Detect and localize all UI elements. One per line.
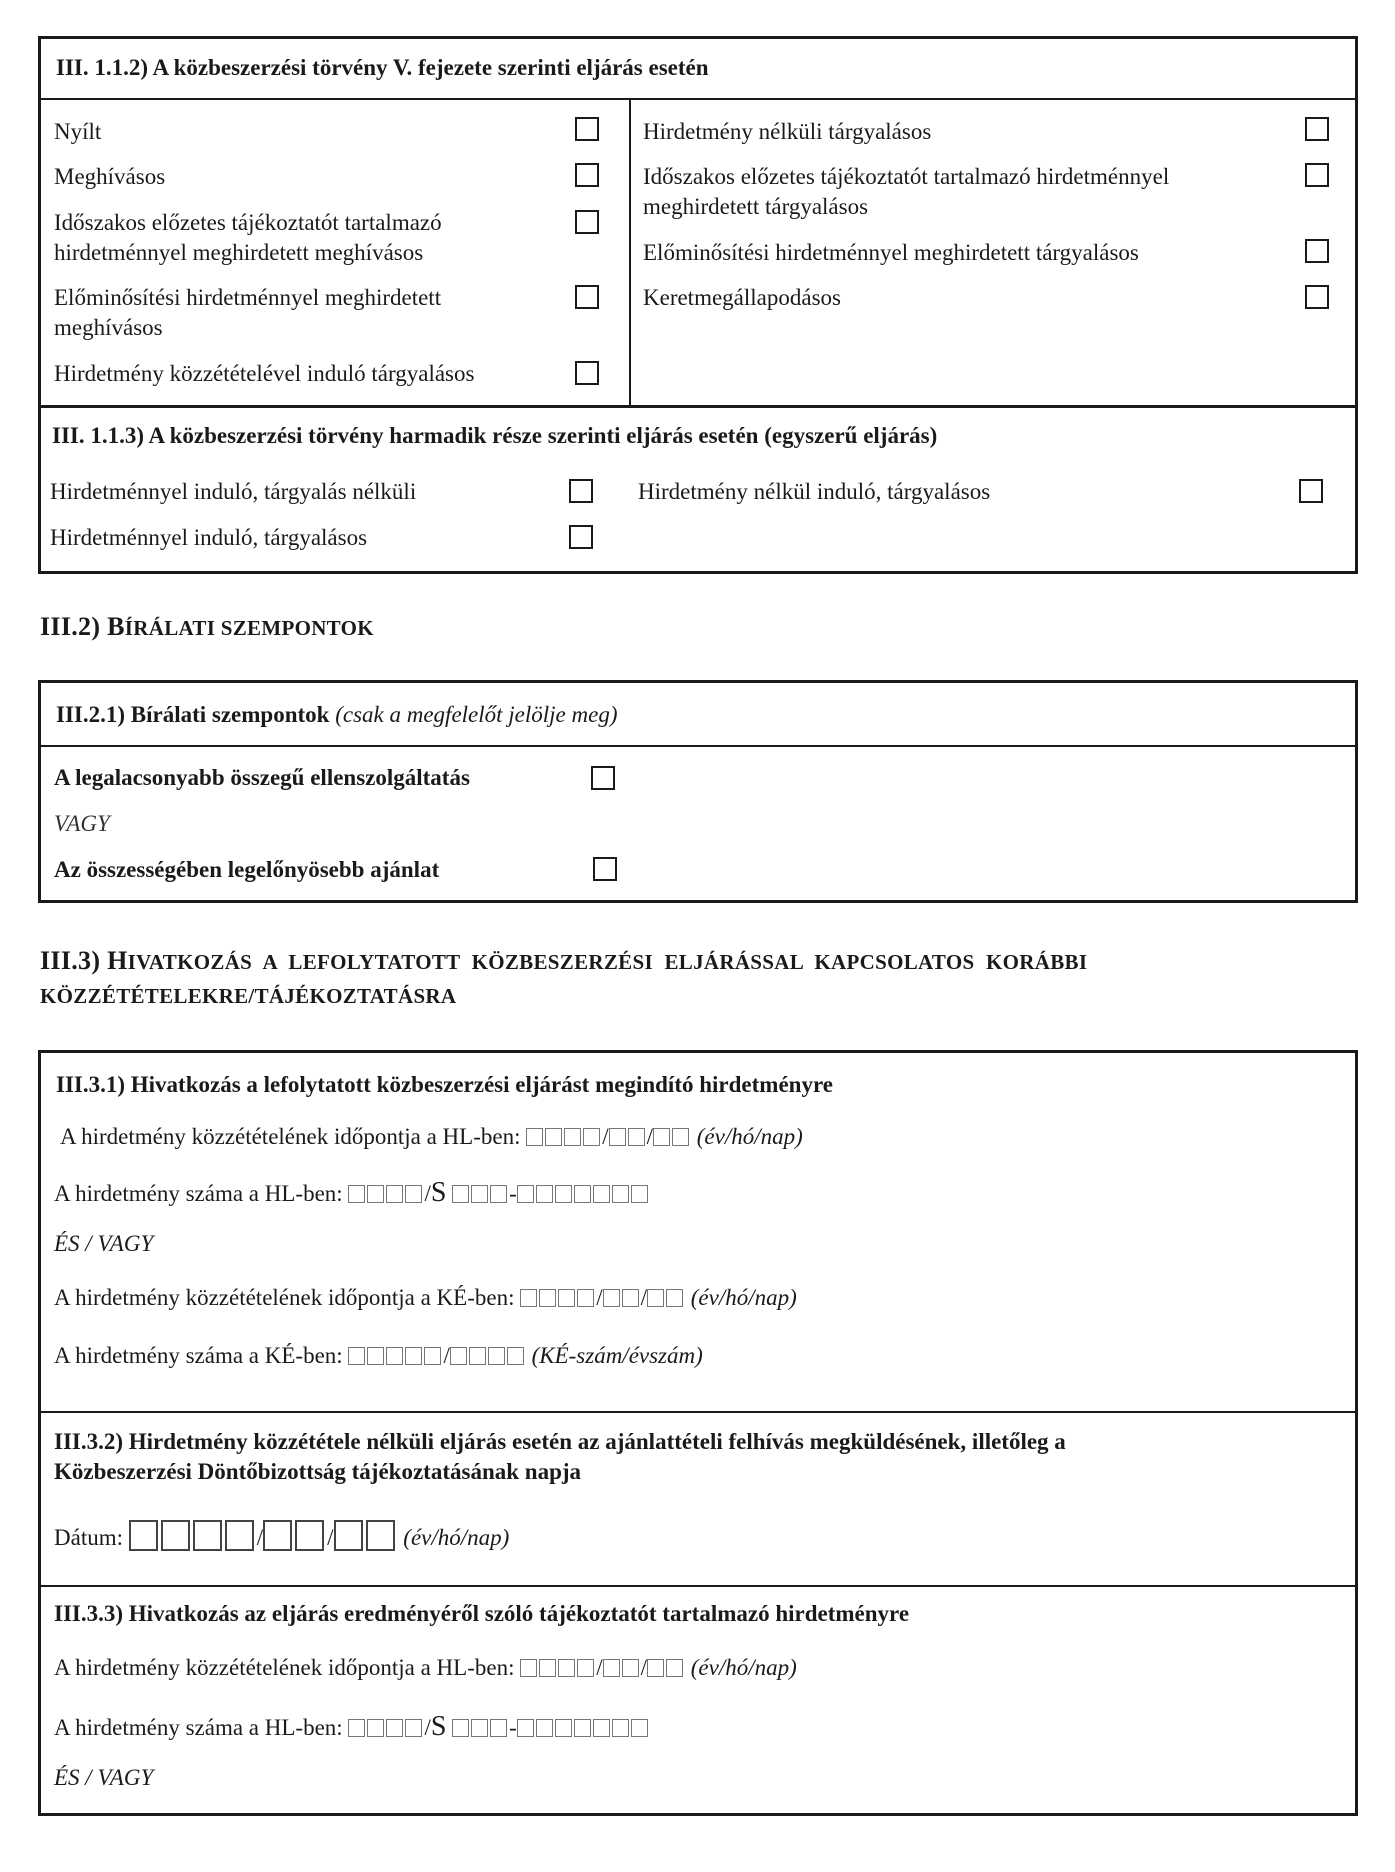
slash: / xyxy=(424,1715,431,1740)
field-label: A hirdetmény közzétételének időpontja a HL-ben: xyxy=(54,1655,515,1680)
date-input-year[interactable] xyxy=(129,1525,257,1550)
date-input-year[interactable] xyxy=(526,1124,602,1149)
date-label: Dátum: xyxy=(54,1525,123,1550)
heading-initial: B xyxy=(107,612,125,641)
checkbox-simple-without-notice[interactable] xyxy=(1299,479,1323,503)
date-format-hint: (év/hó/nap) xyxy=(403,1525,510,1550)
slash: / xyxy=(640,1655,648,1680)
date-row xyxy=(54,1520,509,1553)
section-title-321 xyxy=(56,702,617,728)
ke-year-input[interactable] xyxy=(450,1343,526,1368)
date-input-month[interactable] xyxy=(609,1124,647,1149)
option-label: Nyílt xyxy=(54,119,102,144)
title-note: (csak a megfelelőt jelölje meg) xyxy=(335,702,618,727)
heading-initial: H xyxy=(107,946,128,975)
slash: / xyxy=(640,1285,648,1310)
checkbox-restricted[interactable] xyxy=(575,163,599,187)
slash: / xyxy=(596,1285,603,1310)
dash: - xyxy=(509,1715,517,1740)
hl-number-row xyxy=(54,1178,650,1209)
hl-number-year-input[interactable] xyxy=(348,1181,424,1206)
date-format-hint: (év/hó/nap) xyxy=(690,1285,797,1310)
checkbox-open[interactable] xyxy=(575,117,599,141)
option-label: meghívásos xyxy=(54,315,163,340)
slash: / xyxy=(256,1525,264,1550)
field-label: A hirdetmény közzétételének időpontja a KÉ-ben: xyxy=(54,1285,515,1310)
field-label: A hirdetmény száma a HL-ben: xyxy=(54,1715,343,1740)
and-or-text: ÉS / VAGY xyxy=(54,1231,154,1256)
date-input-month[interactable] xyxy=(603,1285,641,1310)
section-heading-references-line2: KÖZZÉTÉTELEKRE/TÁJÉKOZTATÁSRA xyxy=(40,984,457,1008)
checkbox-negotiated-with-notice[interactable] xyxy=(575,361,599,385)
hl-number-series-input[interactable] xyxy=(452,1715,509,1740)
divider xyxy=(629,98,631,406)
hl-number-year-input[interactable] xyxy=(348,1715,424,1740)
ke-number-row xyxy=(54,1341,703,1371)
and-or-text: ÉS / VAGY xyxy=(54,1765,154,1790)
option-lowest-price-label: A legalacsonyabb összegű ellenszolgáltatás xyxy=(54,765,470,790)
field-label: A hirdetmény száma a HL-ben: xyxy=(54,1181,343,1206)
dash: - xyxy=(509,1181,517,1206)
hl-number-series-input[interactable] xyxy=(452,1181,509,1206)
date-input-day[interactable] xyxy=(334,1525,398,1550)
option-label: Keretmegállapodásos xyxy=(643,285,841,310)
slash: / xyxy=(646,1124,654,1149)
hl-number-row xyxy=(54,1712,650,1743)
date-format-hint: (év/hó/nap) xyxy=(696,1124,803,1149)
section-title-1112: III. 1.1.2) A közbeszerzési törvény V. fejezete szerinti eljárás esetén xyxy=(56,55,709,80)
option-label: Hirdetménnyel induló, tárgyalás nélküli xyxy=(50,479,417,504)
option-label: meghirdetett tárgyalásos xyxy=(643,194,869,219)
heading-rest: IVATKOZÁS A LEFOLYTATOTT KÖZBESZERZÉSI ELJÁRÁSSAL KAPCSOLATOS KORÁBBI xyxy=(127,950,1088,974)
option-label: Előminősítési hirdetménnyel meghirdetett tárgyalásos xyxy=(643,240,1139,265)
checkbox-simple-negotiated[interactable] xyxy=(569,525,593,549)
divider xyxy=(38,405,1358,408)
option-label: Hirdetmény nélkül induló, tárgyalásos xyxy=(638,479,991,504)
section-title-332-line2: Közbeszerzési Döntőbizottság tájékoztatásának napja xyxy=(54,1459,582,1484)
slash: / xyxy=(443,1343,450,1368)
date-input-day[interactable] xyxy=(647,1285,685,1310)
section-heading-award-criteria xyxy=(40,612,374,642)
hl-date-row xyxy=(60,1122,803,1152)
ke-date-row xyxy=(54,1283,797,1313)
date-input-month[interactable] xyxy=(263,1525,327,1550)
ke-format-hint: (KÉ-szám/évszám) xyxy=(531,1343,703,1368)
divider xyxy=(38,1585,1358,1587)
title-text: III.2.1) Bírálati szempontok xyxy=(56,702,330,727)
section-title-331: III.3.1) Hivatkozás a lefolytatott közbeszerzési eljárást megindító hirdetményre xyxy=(56,1072,833,1097)
option-label: Hirdetménnyel induló, tárgyalásos xyxy=(50,525,368,550)
date-input-year[interactable] xyxy=(520,1285,596,1310)
section-heading-references xyxy=(40,946,1340,976)
option-meat-label: Az összességében legelőnyösebb ajánlat xyxy=(54,857,440,882)
slash: / xyxy=(602,1124,609,1149)
hl-date-row xyxy=(54,1653,797,1683)
slash: / xyxy=(596,1655,603,1680)
slash: / xyxy=(327,1525,334,1550)
section-title-1113: III. 1.1.3) A közbeszerzési törvény harmadik része szerinti eljárás esetén (egyszerű eljárás) xyxy=(52,423,938,448)
slash: / xyxy=(424,1181,431,1206)
checkbox-framework[interactable] xyxy=(1305,285,1329,309)
option-label: Időszakos előzetes tájékoztatót tartalmazó hirdetménnyel xyxy=(643,164,1170,189)
field-label: A hirdetmény közzétételének időpontja a HL-ben: xyxy=(60,1124,521,1149)
date-format-hint: (év/hó/nap) xyxy=(690,1655,797,1680)
series-s: S xyxy=(430,1711,447,1742)
option-label: Hirdetmény nélküli tárgyalásos xyxy=(643,119,932,144)
ke-number-input[interactable] xyxy=(348,1343,443,1368)
section-number: III.3) xyxy=(40,946,101,975)
option-label: Időszakos előzetes tájékoztatót tartalmazó xyxy=(54,210,442,235)
option-label: Meghívásos xyxy=(54,164,166,189)
option-label: Hirdetmény közzétételével induló tárgyalásos xyxy=(54,361,475,386)
checkbox-prequal-negotiated[interactable] xyxy=(1305,239,1329,263)
date-input-day[interactable] xyxy=(653,1124,691,1149)
heading-rest: ÍRÁLATI SZEMPONTOK xyxy=(124,616,374,640)
date-input-year[interactable] xyxy=(520,1655,596,1680)
option-label: Előminősítési hirdetménnyel meghirdetett xyxy=(54,285,442,310)
section-title-332: III.3.2) Hirdetmény közzététele nélküli eljárás esetén az ajánlattételi felhívás megküldésének, illetőleg a xyxy=(54,1429,1066,1454)
divider xyxy=(38,1411,1358,1413)
checkbox-negotiated-without-notice[interactable] xyxy=(1305,117,1329,141)
date-input-month[interactable] xyxy=(603,1655,641,1680)
hl-number-serial-input[interactable] xyxy=(517,1715,650,1740)
field-label: A hirdetmény száma a KÉ-ben: xyxy=(54,1343,343,1368)
checkbox-pin-negotiated[interactable] xyxy=(1305,163,1329,187)
divider xyxy=(38,745,1358,747)
checkbox-simple-no-negotiation[interactable] xyxy=(569,479,593,503)
checkbox-pin-restricted[interactable] xyxy=(575,210,599,234)
divider xyxy=(38,98,1358,100)
or-text: VAGY xyxy=(54,811,110,836)
series-s: S xyxy=(430,1177,447,1208)
checkbox-prequal-restricted[interactable] xyxy=(575,285,599,309)
option-label: hirdetménnyel meghirdetett meghívásos xyxy=(54,240,424,265)
date-input-day[interactable] xyxy=(647,1655,685,1680)
checkbox-lowest-price[interactable] xyxy=(591,766,615,790)
hl-number-serial-input[interactable] xyxy=(517,1181,650,1206)
checkbox-most-advantageous[interactable] xyxy=(593,857,617,881)
section-title-333: III.3.3) Hivatkozás az eljárás eredményéről szóló tájékoztatót tartalmazó hirdetményre xyxy=(54,1601,910,1626)
section-number: III.2) xyxy=(40,612,101,641)
